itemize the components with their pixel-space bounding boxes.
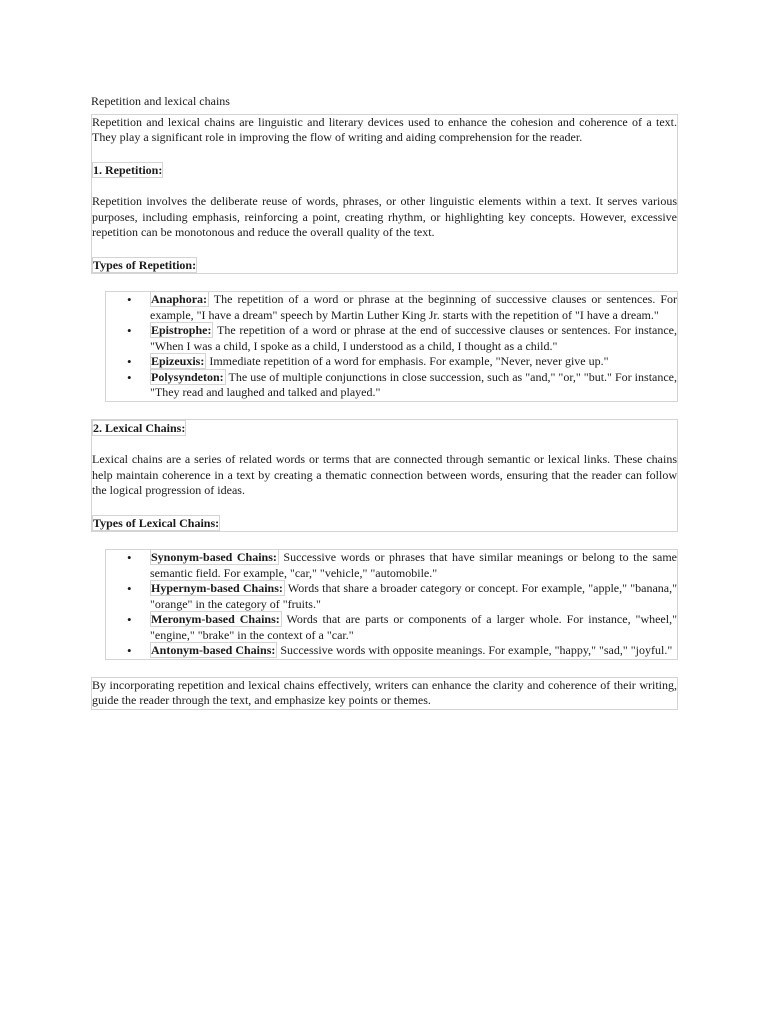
lexical-heading: 2. Lexical Chains: bbox=[93, 420, 186, 435]
list-item bbox=[106, 550, 677, 581]
list-item bbox=[106, 323, 677, 354]
list-item bbox=[106, 643, 677, 659]
term: Meronym-based Chains: bbox=[151, 612, 280, 626]
term: Epizeuxis: bbox=[151, 354, 205, 368]
repetition-heading: 1. Repetition: bbox=[93, 162, 163, 177]
bullet-icon: • bbox=[127, 292, 132, 307]
bullet-icon: • bbox=[127, 612, 132, 627]
definition: Successive words or phrases that have similar meanings or belong to the same semantic field. For example, "car," "vehicle," "automobile." bbox=[150, 550, 677, 580]
term: Hypernym-based Chains: bbox=[151, 581, 283, 595]
bullet-icon: • bbox=[127, 354, 132, 369]
list-item bbox=[106, 581, 677, 612]
document-title: Repetition and lexical chains bbox=[91, 94, 230, 108]
lexical-types-list bbox=[105, 549, 678, 660]
bullet-icon: • bbox=[127, 323, 132, 338]
definition: Words that share a broader category or concept. For example, "apple," "banana," "orange" in the category of "fruits." bbox=[150, 581, 678, 611]
bullet-icon: • bbox=[127, 581, 132, 596]
repetition-body: Repetition involves the deliberate reuse of words, phrases, or other linguistic elements within a text. It serves various purposes, including emphasis, reinforcing a point, creating rhythm, or highlighting key concepts. However, excessive repetition can be monotonous and reduce the overall quality of the text. bbox=[92, 194, 677, 239]
term: Polysyndeton: bbox=[151, 369, 224, 384]
conclusion-box bbox=[91, 677, 678, 710]
list-item bbox=[106, 292, 677, 323]
term: Anaphora: bbox=[151, 292, 208, 306]
bullet-icon: • bbox=[127, 550, 132, 565]
section-repetition bbox=[91, 114, 678, 275]
list-item bbox=[106, 370, 677, 401]
list-item bbox=[106, 612, 677, 643]
lexical-body: Lexical chains are a series of related words or terms that are connected through semantic or lexical links. These chains help maintain coherence in a text by creating a thematic connection between words, ensuring that the reader can follow the logical progression of ideas. bbox=[92, 452, 677, 497]
repetition-types-list bbox=[105, 291, 678, 402]
conclusion-paragraph: By incorporating repetition and lexical chains effectively, writers can enhance the clarity and coherence of their writing, guide the reader through the text, and emphasize key points or themes. bbox=[92, 677, 677, 707]
definition: Immediate repetition of a word for emphasis. For example, "Never, never give up." bbox=[206, 354, 609, 368]
bullet-icon: • bbox=[127, 643, 132, 658]
repetition-types-heading: Types of Repetition: bbox=[93, 257, 197, 272]
document-page bbox=[91, 94, 678, 710]
term: Synonym-based Chains: bbox=[151, 550, 277, 564]
definition: The repetition of a word or phrase at the beginning of successive clauses or sentences. For example, "I have a dream" speech by Martin Luther King Jr. starts with the repetition of "I have a dream." bbox=[150, 292, 677, 322]
term: Epistrophe: bbox=[151, 323, 212, 337]
definition: The repetition of a word or phrase at the end of successive clauses or sentences. For instance, "When I was a child, I spoke as a child, I understood as a child, I thought as a child." bbox=[150, 323, 677, 353]
intro-paragraph: Repetition and lexical chains are linguistic and literary devices used to enhance the cohesion and coherence of a text. They play a significant role in improving the flow of writing and aiding comprehension for the reader. bbox=[92, 114, 677, 144]
definition: The use of multiple conjunctions in close succession, such as "and," "or," "but." For instance, "They read and laughed and talked and played." bbox=[150, 369, 677, 399]
lexical-types-heading: Types of Lexical Chains: bbox=[93, 515, 220, 530]
definition: Words that are parts or components of a larger whole. For instance, "wheel," "engine," "brake" in the context of a "car." bbox=[150, 612, 677, 642]
definition: Successive words with opposite meanings. For example, "happy," "sad," "joyful." bbox=[277, 643, 673, 657]
section-lexical-chains bbox=[91, 419, 678, 533]
list-item bbox=[106, 354, 677, 370]
term: Antonym-based Chains: bbox=[151, 643, 276, 657]
bullet-icon: • bbox=[127, 369, 132, 385]
